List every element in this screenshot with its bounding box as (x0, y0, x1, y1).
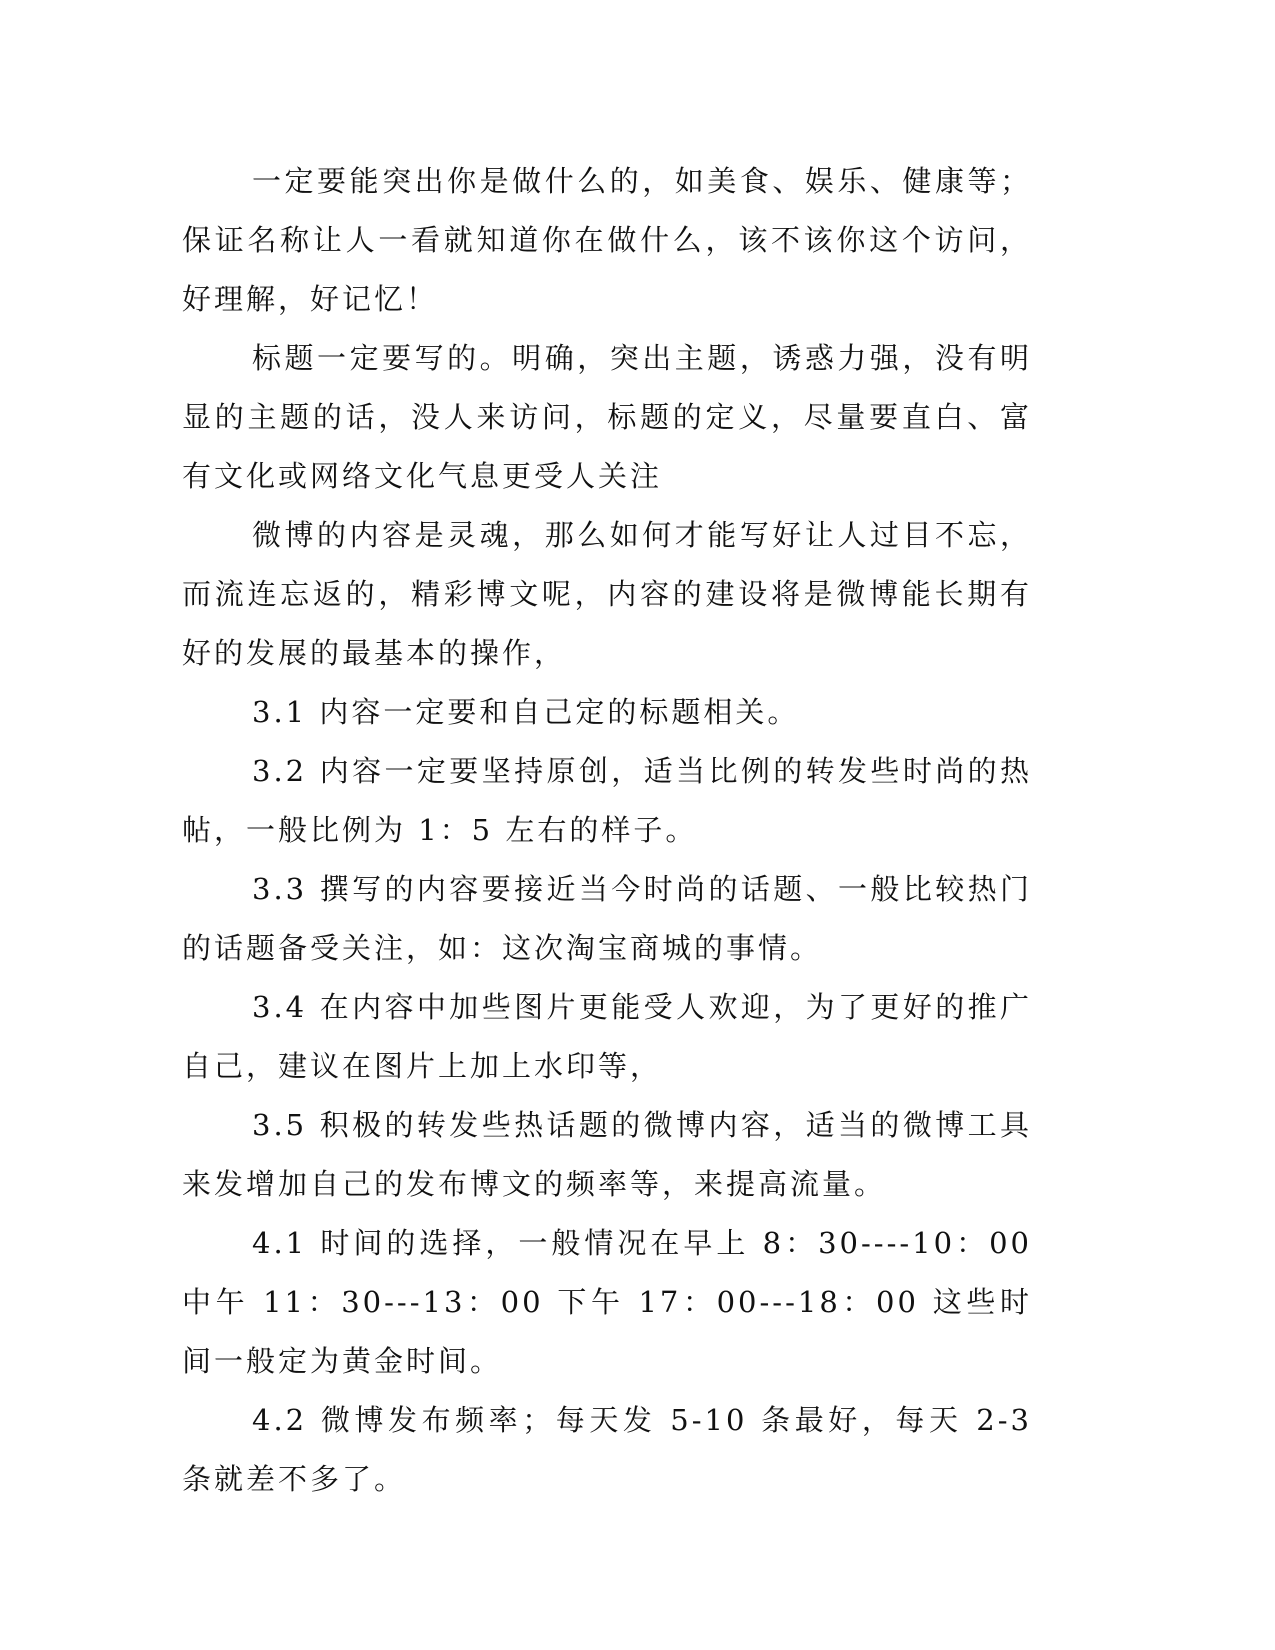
paragraph-item-4-2: 4.2 微博发布频率；每天发 5-10 条最好，每天 2-3 条就差不多了。 (182, 1403, 1032, 1496)
paragraph-item-3-2: 3.2 内容一定要坚持原创，适当比例的转发些时尚的热帖，一般比例为 1：5 左右的样子。 (182, 754, 1032, 847)
paragraph-name-guidance: 一定要能突出你是做什么的，如美食、娱乐、健康等；保证名称让人一看就知道你在做什么，该不该你这个访问，好理解，好记忆！ (182, 164, 1032, 316)
paragraph-item-3-3: 3.3 撰写的内容要接近当今时尚的话题、一般比较热门的话题备受关注，如：这次淘宝商城的事情。 (182, 872, 1032, 965)
paragraph-title-guidance: 标题一定要写的。明确，突出主题，诱惑力强，没有明显的主题的话，没人来访问，标题的定义，尽量要直白、富有文化或网络文化气息更受人关注 (182, 341, 1032, 493)
paragraph-item-3-1: 3.1 内容一定要和自己定的标题相关。 (252, 695, 800, 729)
paragraph-item-3-4: 3.4 在内容中加些图片更能受人欢迎，为了更好的推广自己，建议在图片上加上水印等， (182, 990, 1032, 1083)
document-body (182, 152, 1032, 1509)
paragraph-item-3-5: 3.5 积极的转发些热话题的微博内容，适当的微博工具来发增加自己的发布博文的频率等，来提高流量。 (182, 1108, 1032, 1201)
paragraph-item-4-1: 4.1 时间的选择，一般情况在早上 8：30----10：00 中午 11：30---13：00 下午 17：00---18：00 这些时间一般定为黄金时间。 (182, 1226, 1032, 1378)
paragraph-content-importance: 微博的内容是灵魂，那么如何才能写好让人过目不忘，而流连忘返的，精彩博文呢，内容的建设将是微博能长期有好的发展的最基本的操作， (182, 518, 1032, 670)
